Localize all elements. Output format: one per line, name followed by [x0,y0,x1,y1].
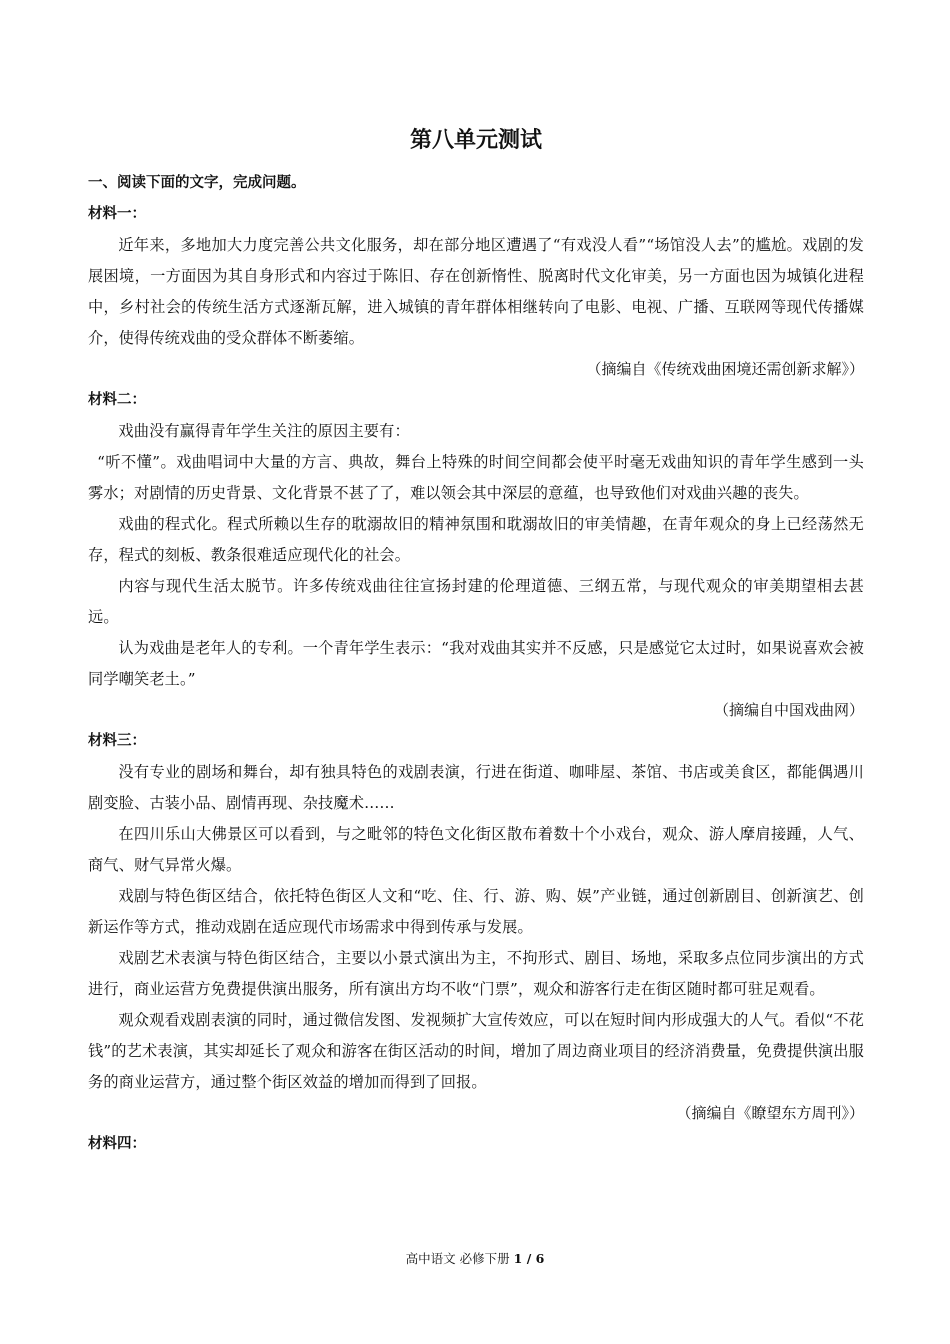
material3-paragraph: 戏剧与特色街区结合，依托特色街区人文和“吃、住、行、游、购、娱”产业链，通过创新剧目、创新演艺、创新运作等方式，推动戏剧在适应现代市场需求中得到传承与发展。 [88,887,864,936]
material2-label: 材料二： [88,392,146,408]
material2-paragraph: 认为戏曲是老年人的专利。一个青年学生表示：“我对戏曲其实并不反感，只是感觉它太过时，如果说喜欢会被同学嘲笑老土。” [88,639,864,688]
footer-page-number: 1 / 6 [513,1251,545,1266]
page-footer [0,1250,950,1268]
material3-paragraph: 观众观看戏剧表演的同时，通过微信发图、发视频扩大宣传效应，可以在短时间内形成强大的人气。看似“不花钱”的艺术表演，其实却延长了观众和游客在街区活动的时间，增加了周边商业项目的经济消费量，免费提供演出服务的商业运营方，通过整个街区效益的增加而得到了回报。 [88,1011,864,1091]
material2-paragraph: 内容与现代生活太脱节。许多传统戏曲往往宣扬封建的伦理道德、三纲五常，与现代观众的审美期望相去甚远。 [88,577,864,626]
material2-paragraph: “听不懂”。戏曲唱词中大量的方言、典故，舞台上特殊的时间空间都会使平时毫无戏曲知识的青年学生感到一头雾水；对剧情的历史背景、文化背景不甚了了，难以领会其中深层的意蕴，也导致他们对戏曲兴趣的丧失。 [88,453,864,502]
material2-source: （摘编自中国戏曲网） [713,701,864,719]
question-heading: 一、阅读下面的文字，完成问题。 [88,175,306,191]
material3-source: （摘编自《瞭望东方周刊》） [676,1104,864,1122]
footer-course: 高中语文 必修下册 [405,1251,510,1266]
material3-paragraph: 在四川乐山大佛景区可以看到，与之毗邻的特色文化街区散布着数十个小戏台，观众、游人摩肩接踵，人气、商气、财气异常火爆。 [88,825,864,874]
material2-paragraph: 戏曲的程式化。程式所赖以生存的耽溺故旧的精神氛围和耽溺故旧的审美情趣，在青年观众的身上已经荡然无存，程式的刻板、教条很难适应现代化的社会。 [88,515,864,564]
material2-paragraph: 戏曲没有赢得青年学生关注的原因主要有： [118,422,410,440]
material3-paragraph: 戏剧艺术表演与特色街区结合，主要以小景式演出为主，不拘形式、剧目、场地，采取多点位同步演出的方式进行，商业运营方免费提供演出服务，所有演出方均不收“门票”，观众和游客行走在街区随时都可驻足观看。 [88,949,864,998]
document-content [88,124,864,1160]
material1-source: （摘编自《传统戏曲困境还需创新求解》） [586,360,864,378]
page-title: 第八单元测试 [409,128,542,153]
material3-label: 材料三： [88,733,146,749]
material3-paragraph: 没有专业的剧场和舞台，却有独具特色的戏剧表演，行进在街道、咖啡屋、茶馆、书店或美食区，都能偶遇川剧变脸、古装小品、剧情再现、杂技魔术…… [88,763,864,812]
material1-label: 材料一： [88,206,146,222]
material4-label: 材料四： [88,1136,146,1152]
material1-paragraph: 近年来，多地加大力度完善公共文化服务，却在部分地区遭遇了“有戏没人看”“场馆没人去”的尴尬。戏剧的发展困境，一方面因为其自身形式和内容过于陈旧、存在创新惰性、脱离时代文化审美，另一方面也因为城镇化进程中，乡村社会的传统生活方式逐渐瓦解，进入城镇的青年群体相继转向了电影、电视、广播、互联网等现代传播媒介，使得传统戏曲的受众群体不断萎缩。 [88,236,864,347]
